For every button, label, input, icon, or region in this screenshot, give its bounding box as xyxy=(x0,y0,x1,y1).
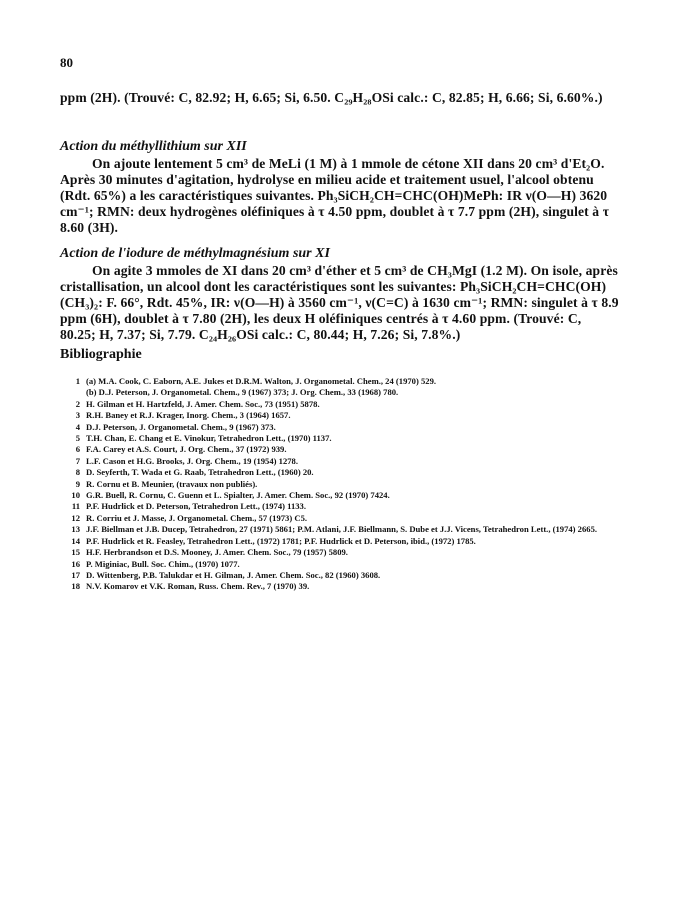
reference-item xyxy=(66,513,636,524)
reference-number xyxy=(66,387,86,398)
reference-number: 8 xyxy=(75,467,80,478)
reference-number: 6 xyxy=(75,444,80,455)
intro-paragraph: ppm (2H). (Trouvé: C, 82.92; H, 6.65; Si, 6.50. C₂₉H₂₈OSi calc.: C, 82.85; H, 6.66; Si, 6.60%.) xyxy=(60,90,603,105)
reference-item xyxy=(66,547,636,558)
reference-text: T.H. Chan, E. Chang et E. Vinokur, Tetrahedron Lett., (1970) 1137. xyxy=(86,433,332,444)
reference-item xyxy=(66,456,636,467)
reference-item xyxy=(66,501,636,512)
reference-number: 18 xyxy=(71,581,80,592)
reference-item xyxy=(66,524,636,535)
reference-text: N.V. Komarov et V.K. Roman, Russ. Chem. Rev., 7 (1970) 39. xyxy=(86,581,310,592)
reference-number: 17 xyxy=(71,569,80,580)
reference-item xyxy=(66,559,636,570)
reference-item xyxy=(66,570,636,581)
reference-text: H.F. Herbrandson et D.S. Mooney, J. Amer. Chem. Soc., 79 (1957) 5809. xyxy=(86,547,348,558)
reference-number: 2 xyxy=(75,398,80,409)
section-heading-methylmagnesium: Action de l'iodure de méthylmagnésium sur XI xyxy=(60,246,330,261)
reference-item xyxy=(66,387,636,398)
reference-text: G.R. Buell, R. Cornu, C. Guenn et L. Spialter, J. Amer. Chem. Soc., 92 (1970) 7424. xyxy=(86,490,390,501)
section-text-methylmagnesium: On agite 3 mmoles de XI dans 20 cm³ d'éther et 5 cm³ de CH₃MgI (1.2 M). On isole, après cristallisation, un alcool dont les caractéristiques sont les suivantes: Ph₃SiCH₂CH=CHC(OH)(CH₃)₂: F. 66°, Rdt. 45%, IR: ν(O—H) à 3560 cm⁻¹, ν(C=C) à 1630 cm⁻¹; RMN: singulet à τ 8.9 ppm (6H), doublet à τ 7.80 (2H), les deux H oléfiniques centrés à τ 4.60 ppm. (Trouvé: C, 80.25; H, 7.37; Si, 7.79. C₂₄H₂₆OSi calc.: C, 80.44; H, 7.26; Si, 7.8%.) xyxy=(60,263,619,342)
reference-number: 3 xyxy=(75,410,80,421)
reference-text: H. Gilman et H. Hartzfeld, J. Amer. Chem. Soc., 73 (1951) 5878. xyxy=(86,398,320,409)
reference-text: D. Seyferth, T. Wada et G. Raab, Tetrahedron Lett., (1960) 20. xyxy=(86,467,314,478)
reference-number: 12 xyxy=(71,512,80,523)
reference-number: 16 xyxy=(71,558,80,569)
section-text-methyllithium: On ajoute lentement 5 cm³ de MeLi (1 M) à 1 mmole de cétone XII dans 20 cm³ d'Et₂O. Après 30 minutes d'agitation, hydrolyse en milieu acide et traitement usuel, l'alcool obtenu (Rdt. 65%) a les caractéristiques suivantes. Ph₃SiCH₂CH=CHC(OH)MePh: IR ν(O—H) 3620 cm⁻¹; RMN: deux hydrogènes oléfiniques à τ 4.50 ppm, doublet à τ 7.7 ppm (2H), singulet à τ 8.60 (3H). xyxy=(60,156,610,235)
reference-item xyxy=(66,490,636,501)
reference-number: 13 xyxy=(71,524,80,535)
reference-text: J.F. Biellman et J.B. Ducep, Tetrahedron, 27 (1971) 5861; P.M. Atlani, J.F. Biellmann, S. Dube et J.J. Vicens, Tetrahedron Lett., (1974) 2665. xyxy=(86,524,598,535)
reference-number: 4 xyxy=(75,421,80,432)
reference-item xyxy=(66,444,636,455)
reference-number: 5 xyxy=(75,433,80,444)
reference-item xyxy=(66,399,636,410)
reference-item xyxy=(66,410,636,421)
reference-number: 11 xyxy=(71,501,80,512)
reference-number: 9 xyxy=(75,478,80,489)
reference-item xyxy=(66,376,636,387)
reference-list xyxy=(66,376,636,593)
reference-number: 14 xyxy=(71,535,80,546)
reference-text: (a) M.A. Cook, C. Eaborn, A.E. Jukes et D.R.M. Walton, J. Organometal. Chem., 24 (1970) 529. xyxy=(86,376,437,386)
reference-text: F.A. Carey et A.S. Court, J. Org. Chem., 37 (1972) 939. xyxy=(86,444,287,455)
reference-item xyxy=(66,433,636,444)
reference-text: P.F. Hudrlick et D. Peterson, Tetrahedron Lett., (1974) 1133. xyxy=(86,501,307,512)
bibliography-heading: Bibliographie xyxy=(60,347,142,362)
reference-item xyxy=(66,422,636,433)
section-heading-methyllithium: Action du méthyllithium sur XII xyxy=(60,139,247,154)
reference-text: (b) D.J. Peterson, J. Organometal. Chem., 9 (1967) 373; J. Org. Chem., 33 (1968) 780. xyxy=(86,387,399,398)
reference-item xyxy=(66,479,636,490)
reference-number: 7 xyxy=(75,455,80,466)
page-number: 80 xyxy=(60,55,73,70)
reference-item xyxy=(66,467,636,478)
reference-text: R. Corriu et J. Masse, J. Organometal. Chem., 57 (1973) C5. xyxy=(86,512,308,523)
reference-number: 15 xyxy=(71,547,80,558)
reference-text: D.J. Peterson, J. Organometal. Chem., 9 (1967) 373. xyxy=(86,421,276,432)
reference-text: D. Wittenberg, P.B. Talukdar et H. Gilman, J. Amer. Chem. Soc., 82 (1960) 3608. xyxy=(86,569,381,580)
reference-text: L.F. Cason et H.G. Brooks, J. Org. Chem., 19 (1954) 1278. xyxy=(86,455,298,466)
reference-item xyxy=(66,581,636,592)
reference-text: R.H. Baney et R.J. Krager, Inorg. Chem., 3 (1964) 1657. xyxy=(86,410,291,421)
reference-text: P.F. Hudrlick et R. Feasley, Tetrahedron Lett., (1972) 1781; P.F. Hudrlick et D. Peterson, ibid., (1972) 1785. xyxy=(86,535,476,546)
reference-number: 10 xyxy=(71,490,80,501)
reference-text: P. Miginiac, Bull. Soc. Chim., (1970) 1077. xyxy=(86,558,240,569)
reference-number: 1 xyxy=(75,376,80,386)
reference-text: R. Cornu et B. Meunier, (travaux non publiés). xyxy=(86,478,258,489)
reference-item xyxy=(66,536,636,547)
